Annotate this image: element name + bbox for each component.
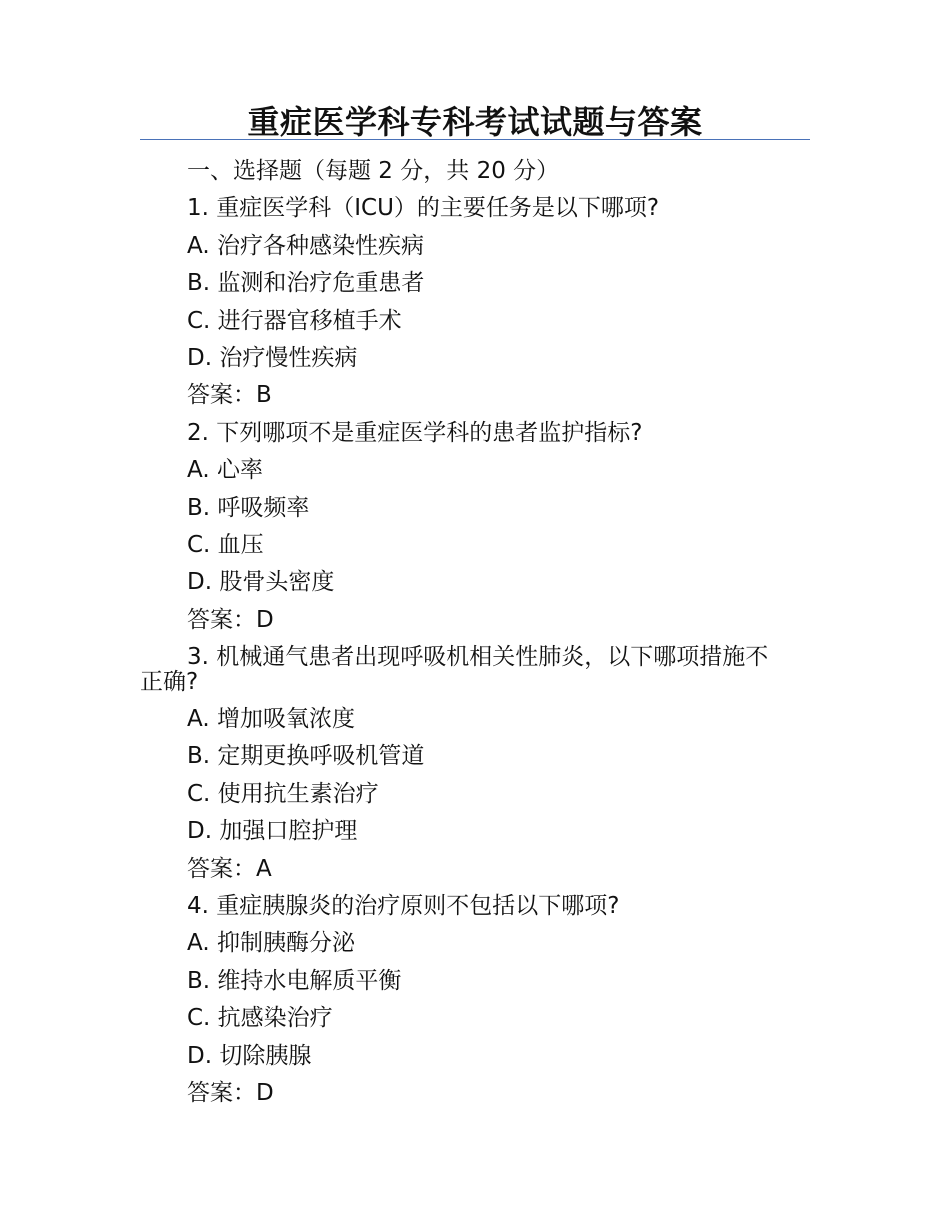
option-c: C. 进行器官移植手术: [187, 307, 402, 334]
option-b: B. 定期更换呼吸机管道: [187, 743, 425, 770]
question-text-line2: 正确?: [140, 669, 199, 696]
option-a: A. 心率: [187, 457, 263, 484]
document-title: 重症医学科专科考试试题与答案: [247, 103, 703, 141]
option-d: D. 股骨头密度: [187, 569, 335, 596]
answer-text: 答案：D: [187, 606, 274, 633]
option-a: A. 抑制胰酶分泌: [187, 930, 355, 957]
question-text: 1. 重症医学科（ICU）的主要任务是以下哪项?: [187, 195, 660, 222]
option-d: D. 切除胰腺: [187, 1042, 312, 1069]
question-text: 2. 下列哪项不是重症医学科的患者监护指标?: [187, 419, 643, 446]
answer-text: 答案：D: [187, 1079, 274, 1106]
option-b: B. 维持水电解质平衡: [187, 967, 402, 994]
option-b: B. 监测和治疗危重患者: [187, 270, 425, 297]
question-text: 4. 重症胰腺炎的治疗原则不包括以下哪项?: [187, 893, 620, 920]
option-b: B. 呼吸频率: [187, 494, 310, 521]
option-c: C. 血压: [187, 531, 264, 558]
answer-text: 答案：A: [187, 855, 272, 882]
section-heading: 一、选择题（每题 2 分，共 20 分）: [187, 158, 560, 184]
option-c: C. 抗感染治疗: [187, 1005, 333, 1032]
title-underline: [140, 139, 810, 140]
option-d: D. 治疗慢性疾病: [187, 344, 358, 371]
option-a: A. 增加吸氧浓度: [187, 706, 355, 733]
option-d: D. 加强口腔护理: [187, 818, 358, 845]
option-c: C. 使用抗生素治疗: [187, 780, 379, 807]
option-a: A. 治疗各种感染性疾病: [187, 232, 424, 259]
document-body: [140, 153, 810, 1112]
question-text-line1: 3. 机械通气患者出现呼吸机相关性肺炎，以下哪项措施不: [187, 644, 769, 671]
answer-text: 答案：B: [187, 382, 272, 409]
